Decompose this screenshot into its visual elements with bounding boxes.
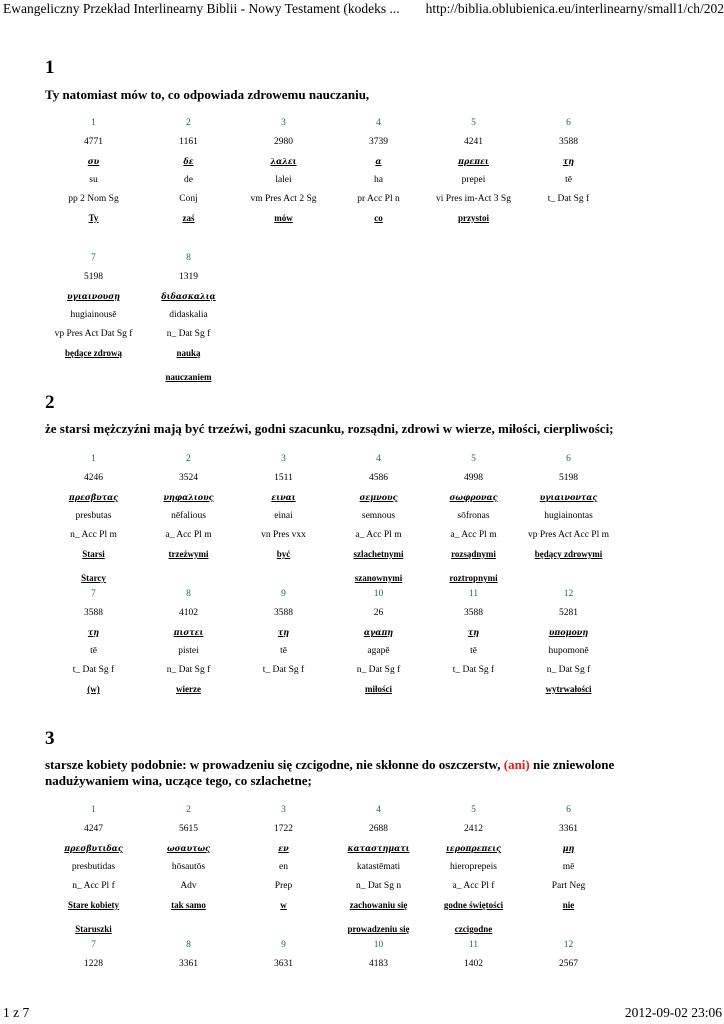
- greek-word[interactable]: διδασκαλιᾳ: [161, 291, 216, 301]
- greek-word[interactable]: τῃ: [467, 627, 480, 637]
- transliteration: hieroprepeis: [450, 862, 497, 872]
- transliteration: hugiainousē: [70, 310, 117, 320]
- polish-translation[interactable]: miłości: [365, 684, 392, 694]
- word-position-number[interactable]: 12: [563, 589, 574, 599]
- transliteration: semnous: [361, 511, 396, 521]
- parsing-code: t_ Dat Sg f: [262, 665, 305, 675]
- polish-translation[interactable]: trzeźwymi: [168, 549, 209, 559]
- strong-number[interactable]: 3361: [179, 959, 198, 969]
- header-url[interactable]: http://biblia.oblubienica.eu/interlinearny/small1/ch/202: [425, 1, 724, 16]
- word-position-number[interactable]: 7: [91, 253, 96, 263]
- parsing-code: t_ Dat Sg f: [547, 194, 590, 204]
- greek-word[interactable]: ιεροπρεπεις: [446, 843, 501, 853]
- word-position-number[interactable]: 4: [376, 805, 381, 815]
- transliteration: agapē: [367, 646, 390, 656]
- verse-text: Ty natomiast mów to, co odpowiada zdrowemu nauczaniu,: [45, 87, 370, 102]
- strong-number[interactable]: 5198: [559, 473, 578, 483]
- transliteration: pistei: [178, 646, 199, 656]
- polish-alternative[interactable]: szanownymi: [354, 573, 403, 583]
- strong-number[interactable]: 3588: [84, 608, 103, 618]
- strong-number[interactable]: 3588: [464, 608, 483, 618]
- word-position-number[interactable]: 12: [563, 940, 574, 950]
- parsing-code: vm Pres Act 2 Sg: [250, 194, 317, 204]
- footer-page-count: 1 z 7: [3, 1005, 30, 1020]
- transliteration: sōfronas: [457, 511, 490, 521]
- polish-translation[interactable]: mów: [274, 213, 293, 223]
- polish-translation[interactable]: tak samo: [171, 900, 206, 910]
- polish-translation[interactable]: będący zdrowymi: [534, 549, 603, 559]
- transliteration: presbutidas: [71, 862, 116, 872]
- strong-number[interactable]: 2688: [369, 824, 388, 834]
- polish-translation[interactable]: zaś: [182, 213, 195, 223]
- polish-alternative[interactable]: Staruszki: [75, 924, 112, 934]
- greek-word[interactable]: υγιαινοντας: [539, 492, 598, 502]
- word-position-number[interactable]: 9: [281, 589, 286, 599]
- polish-translation[interactable]: przystoi: [458, 213, 489, 223]
- transliteration: didaskalia: [169, 310, 208, 320]
- word-position-number[interactable]: 1: [91, 454, 96, 464]
- strong-number[interactable]: 4241: [464, 137, 483, 147]
- greek-word[interactable]: συ: [87, 156, 100, 166]
- word-position-number[interactable]: 9: [281, 940, 286, 950]
- strong-number[interactable]: 2412: [464, 824, 483, 834]
- greek-word[interactable]: πρεσβυτας: [68, 492, 119, 502]
- word-position-number[interactable]: 6: [566, 118, 571, 128]
- strong-number[interactable]: 4771: [84, 137, 103, 147]
- word-position-number[interactable]: 2: [186, 118, 191, 128]
- parsing-code: n_ Dat Sg n: [355, 881, 402, 891]
- strong-number[interactable]: 4183: [369, 959, 388, 969]
- strong-number[interactable]: 4586: [369, 473, 388, 483]
- strong-number[interactable]: 1511: [274, 473, 293, 483]
- word-position-number[interactable]: 3: [281, 118, 286, 128]
- polish-translation[interactable]: szlachetnymi: [353, 549, 404, 559]
- polish-translation[interactable]: w: [280, 900, 287, 910]
- transliteration: hugiainontas: [544, 511, 593, 521]
- word-position-number[interactable]: 1: [91, 118, 96, 128]
- verse-number: 3: [45, 728, 55, 749]
- word-position-number[interactable]: 1: [91, 805, 96, 815]
- greek-word[interactable]: δε: [183, 156, 194, 166]
- greek-word[interactable]: α: [375, 156, 382, 166]
- parsing-code: vp Pres Act Acc Pl m: [527, 530, 609, 540]
- polish-translation[interactable]: Ty: [88, 213, 99, 223]
- transliteration: su: [89, 175, 98, 185]
- word-position-number[interactable]: 8: [186, 589, 191, 599]
- parsing-code: Part Neg: [551, 881, 586, 891]
- transliteration: prepei: [461, 175, 486, 185]
- word-position-number[interactable]: 5: [471, 454, 476, 464]
- transliteration: mē: [562, 862, 575, 872]
- verse-text: [45, 757, 685, 789]
- parsing-code: n_ Acc Pl f: [72, 881, 115, 891]
- parsing-code: pp 2 Nom Sg: [68, 194, 119, 204]
- word-position-number[interactable]: 10: [373, 589, 384, 599]
- parsing-code: vn Pres vxx: [261, 530, 306, 540]
- greek-word[interactable]: ειναι: [271, 492, 296, 502]
- greek-word[interactable]: εν: [278, 843, 289, 853]
- strong-number[interactable]: 1402: [464, 959, 483, 969]
- greek-word[interactable]: πρεπει: [458, 156, 489, 166]
- word-position-number[interactable]: 2: [186, 454, 191, 464]
- greek-word[interactable]: τῃ: [277, 627, 290, 637]
- strong-number[interactable]: 1228: [84, 959, 103, 969]
- greek-word[interactable]: πρεσβυτιδας: [64, 843, 123, 853]
- transliteration: tē: [470, 646, 477, 656]
- polish-translation[interactable]: być: [276, 549, 291, 559]
- greek-word[interactable]: υπομονῃ: [548, 627, 589, 637]
- transliteration: ha: [374, 175, 383, 185]
- polish-translation[interactable]: nauką: [176, 348, 201, 358]
- strong-number[interactable]: 1319: [179, 272, 198, 282]
- strong-number[interactable]: 5198: [84, 272, 103, 282]
- polish-translation[interactable]: wierze: [176, 684, 201, 694]
- word-position-number[interactable]: 8: [186, 253, 191, 263]
- word-position-number[interactable]: 5: [471, 118, 476, 128]
- header-title: Ewangeliczny Przekład Interlinearny Biblii - Nowy Testament (kodeks ...: [3, 1, 400, 16]
- greek-word[interactable]: τῃ: [87, 627, 100, 637]
- strong-number[interactable]: 1161: [179, 137, 198, 147]
- parsing-code: Conj: [179, 194, 198, 204]
- polish-translation[interactable]: co: [374, 213, 383, 223]
- transliteration: tē: [90, 646, 97, 656]
- greek-word[interactable]: νηφαλιους: [163, 492, 214, 502]
- strong-number[interactable]: 2567: [559, 959, 578, 969]
- parsing-code: a_ Acc Pl m: [450, 530, 497, 540]
- strong-number[interactable]: 4247: [84, 824, 103, 834]
- transliteration: einai: [274, 511, 293, 521]
- polish-alternative[interactable]: prowadzeniu się: [347, 924, 410, 934]
- word-position-number[interactable]: 10: [373, 940, 384, 950]
- parsing-code: vp Pres Act Dat Sg f: [54, 329, 133, 339]
- greek-word[interactable]: μη: [562, 843, 575, 853]
- strong-number[interactable]: 3739: [369, 137, 388, 147]
- transliteration: hōsautōs: [171, 862, 206, 872]
- strong-number[interactable]: 26: [373, 608, 384, 618]
- parsing-code: n_ Dat Sg f: [166, 665, 211, 675]
- strong-number[interactable]: 4102: [179, 608, 198, 618]
- polish-alternative[interactable]: roztropnymi: [449, 573, 498, 583]
- strong-number[interactable]: 5281: [559, 608, 578, 618]
- greek-word[interactable]: λαλει: [270, 156, 297, 166]
- transliteration: tē: [565, 175, 572, 185]
- parsing-code: n_ Dat Sg f: [546, 665, 591, 675]
- word-position-number[interactable]: 4: [376, 454, 381, 464]
- polish-translation[interactable]: wytrwałości: [545, 684, 592, 694]
- strong-number[interactable]: 3588: [274, 608, 293, 618]
- polish-translation[interactable]: zachowaniu się: [349, 900, 408, 910]
- word-position-number[interactable]: 3: [281, 805, 286, 815]
- polish-translation[interactable]: rozsądnymi: [451, 549, 496, 559]
- greek-word[interactable]: τῃ: [562, 156, 575, 166]
- strong-number[interactable]: 2980: [274, 137, 293, 147]
- strong-number[interactable]: 5615: [179, 824, 198, 834]
- parsing-code: Prep: [274, 881, 293, 891]
- parsing-code: t_ Dat Sg f: [72, 665, 115, 675]
- verse-number: 1: [45, 57, 55, 78]
- greek-word[interactable]: σεμνους: [359, 492, 398, 502]
- polish-translation[interactable]: nie: [562, 900, 575, 910]
- parsing-code: vi Pres im-Act 3 Sg: [436, 194, 511, 204]
- footer-datetime: 2012-09-02 23:06: [624, 1005, 722, 1020]
- word-position-number[interactable]: 2: [186, 805, 191, 815]
- verse-text-part: starsze kobiety podobnie: w prowadzeniu się czcigodne, nie skłonne do oszczerstw,: [45, 757, 501, 772]
- greek-word[interactable]: υγιαινουσῃ: [67, 291, 120, 301]
- transliteration: lalei: [275, 175, 292, 185]
- word-position-number[interactable]: 8: [186, 940, 191, 950]
- parsing-code: a_ Acc Pl m: [355, 530, 402, 540]
- verse-number: 2: [45, 392, 55, 413]
- strong-number[interactable]: 3524: [179, 473, 198, 483]
- greek-word[interactable]: καταστηματι: [347, 843, 410, 853]
- parsing-code: Adv: [180, 881, 197, 891]
- verse-text-part: nie zniewolone nadużywaniem wina, uczące tego, co szlachetne;: [45, 757, 615, 788]
- polish-alternative[interactable]: czcigodne: [454, 924, 493, 934]
- transliteration: de: [184, 175, 193, 185]
- transliteration: nēfalious: [171, 511, 206, 521]
- verse-text: że starsi mężczyźni mają być trzeźwi, godni szacunku, rozsądni, zdrowi w wierze, miłości, cierpliwości;: [45, 421, 614, 436]
- polish-translation[interactable]: będące zdrową: [64, 348, 123, 358]
- transliteration: tē: [280, 646, 287, 656]
- polish-translation[interactable]: Starsi: [82, 549, 105, 559]
- polish-alternative[interactable]: Starcy: [81, 573, 106, 583]
- transliteration: katastēmati: [356, 862, 401, 872]
- strong-number[interactable]: 4998: [464, 473, 483, 483]
- greek-word[interactable]: σωφρονας: [449, 492, 498, 502]
- strong-number[interactable]: 3631: [274, 959, 293, 969]
- parsing-code: a_ Acc Pl f: [452, 881, 495, 891]
- word-position-number[interactable]: 7: [91, 589, 96, 599]
- word-position-number[interactable]: 11: [468, 940, 479, 950]
- word-position-number[interactable]: 6: [566, 454, 571, 464]
- parsing-code: n_ Dat Sg f: [356, 665, 401, 675]
- strong-number[interactable]: 3588: [559, 137, 578, 147]
- transliteration: hupomonē: [548, 646, 589, 656]
- strong-number[interactable]: 1722: [274, 824, 293, 834]
- word-position-number[interactable]: 7: [91, 940, 96, 950]
- parsing-code: a_ Acc Pl m: [165, 530, 212, 540]
- polish-alternative[interactable]: nauczaniem: [165, 372, 212, 382]
- strong-number[interactable]: 4246: [84, 473, 103, 483]
- word-position-number[interactable]: 11: [468, 589, 479, 599]
- parsing-code: pr Acc Pl n: [357, 194, 400, 204]
- word-position-number[interactable]: 5: [471, 805, 476, 815]
- verse-text-insertion: (ani): [503, 757, 530, 772]
- greek-word[interactable]: πιστει: [173, 627, 204, 637]
- transliteration: en: [279, 862, 288, 872]
- greek-word[interactable]: ωσαυτως: [166, 843, 211, 853]
- word-position-number[interactable]: 4: [376, 118, 381, 128]
- word-position-number[interactable]: 3: [281, 454, 286, 464]
- polish-translation[interactable]: godne świętości: [443, 900, 504, 910]
- parsing-code: t_ Dat Sg f: [452, 665, 495, 675]
- parsing-code: n_ Acc Pl m: [70, 530, 117, 540]
- parsing-code: n_ Dat Sg f: [166, 329, 211, 339]
- word-position-number[interactable]: 6: [566, 805, 571, 815]
- page-header: [0, 0, 724, 20]
- polish-translation[interactable]: Stare kobiety: [67, 900, 120, 910]
- transliteration: presbutas: [75, 511, 112, 521]
- strong-number[interactable]: 3361: [559, 824, 578, 834]
- polish-translation[interactable]: (w): [87, 684, 100, 694]
- greek-word[interactable]: αγαπῃ: [363, 627, 394, 637]
